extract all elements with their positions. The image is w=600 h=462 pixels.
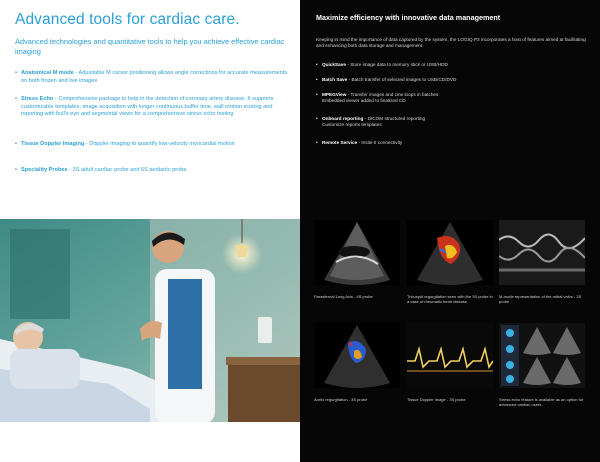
bullet-icon: •: [316, 116, 318, 121]
section-title: Maximize efficiency with innovative data management: [316, 13, 501, 22]
feature-name: Anatomical M mode: [21, 70, 74, 76]
bullet-icon: •: [15, 96, 17, 102]
feature-name: Tissue Doppler Imaging: [21, 141, 85, 147]
feature-name: Batch Save: [322, 77, 348, 82]
feature-name: Speciality Probes: [21, 167, 68, 173]
feature-anatomical-m-mode: [15, 70, 290, 85]
ultrasound-image-tissue-doppler: [407, 323, 493, 388]
feature-desc: - 3S adult cardiac probe and 6S pediatric probe: [67, 167, 187, 173]
feature-desc-line2: Embedded viewer added to finalized CD: [322, 98, 406, 104]
feature-name: MPEGView: [322, 92, 347, 97]
feature-desc: - Insite II connectivity: [357, 140, 403, 145]
caption: M-mode representation of the mitral valve - 3S probe: [499, 294, 582, 305]
ultrasound-image-parasternal-long-axis: [314, 220, 400, 285]
bullet-icon: •: [316, 62, 318, 67]
bullet-icon: •: [15, 70, 17, 76]
feature-onboard-reporting: [316, 116, 586, 129]
feature-desc: - Store image data to memory stick or USB/HDD: [345, 62, 448, 67]
feature-name: Stress Echo: [21, 96, 54, 102]
caption: Aortic regurgitation - 3S probe: [314, 397, 368, 402]
caption: Tissue Doppler image - 3S probe: [407, 397, 466, 402]
feature-speciality-probes: [15, 167, 290, 175]
feature-desc-line2: Customize reports templates: [322, 122, 382, 128]
caption: Parasternal Long Axis - 6S probe: [314, 294, 373, 299]
feature-batch-save: [316, 77, 586, 83]
bullet-icon: •: [15, 167, 17, 173]
feature-tissue-doppler: [15, 141, 290, 149]
feature-quicksave: [316, 62, 586, 68]
ultrasound-image-m-mode-mitral-valve: [499, 220, 585, 285]
feature-desc: - Comprehensive package to help in the detection of coronary artery disease. It supports customizable templates, image acquisition with longer continuous buffer time, wall motion scoring and reporting with bull's eye and segmental views for a comprehensive stress echo testing: [21, 96, 274, 118]
feature-remote-service: [316, 140, 586, 146]
ultrasound-image-aortic-regurgitation: [314, 323, 400, 388]
feature-desc: - Transfer images and cine loops in batches: [346, 92, 439, 97]
feature-stress-echo: [15, 96, 290, 119]
feature-name: QuickSave: [322, 62, 346, 67]
caption: Stress echo feature is available as an option for advanced cardiac users: [499, 397, 584, 408]
feature-desc: - Batch transfer of selected images to USB/CD/DVD: [347, 77, 457, 82]
feature-name: Remote Service: [322, 140, 358, 145]
caption: Tricuspid regurgitation seen with the 3S probe in a case of rheumatic heart disease: [407, 294, 493, 305]
feature-desc: - Doppler imaging to quantify low-velocity myocardial motion: [84, 141, 235, 147]
bullet-icon: •: [15, 141, 17, 147]
bullet-icon: •: [316, 92, 318, 97]
page-title: Advanced tools for cardiac care.: [15, 11, 240, 28]
feature-name: Onboard reporting: [322, 116, 364, 121]
bullet-icon: •: [316, 77, 318, 82]
page-subtitle: Advanced technologies and quantitative tools to help you achieve effective cardiac imaging: [15, 37, 285, 56]
feature-desc: - Adjustable M cursor positioning allows angle corrections for accurate measurements on both frozen and live images: [21, 70, 288, 84]
ultrasound-image-tricuspid-regurgitation: [407, 220, 493, 285]
feature-mpegview: [316, 92, 586, 105]
bullet-icon: •: [316, 140, 318, 145]
ultrasound-image-stress-echo: [499, 323, 585, 388]
feature-desc: - DICOM structured reporting: [363, 116, 426, 121]
left-footer: [0, 422, 300, 462]
doctor-patient-photo: [0, 219, 300, 422]
right-page: [300, 0, 600, 462]
section-intro: Keeping in mind the importance of data captured by the system, the LOGIQ P3 incorporates a host of features aimed at facilitating and enhancing both data storage and management.: [316, 37, 586, 49]
